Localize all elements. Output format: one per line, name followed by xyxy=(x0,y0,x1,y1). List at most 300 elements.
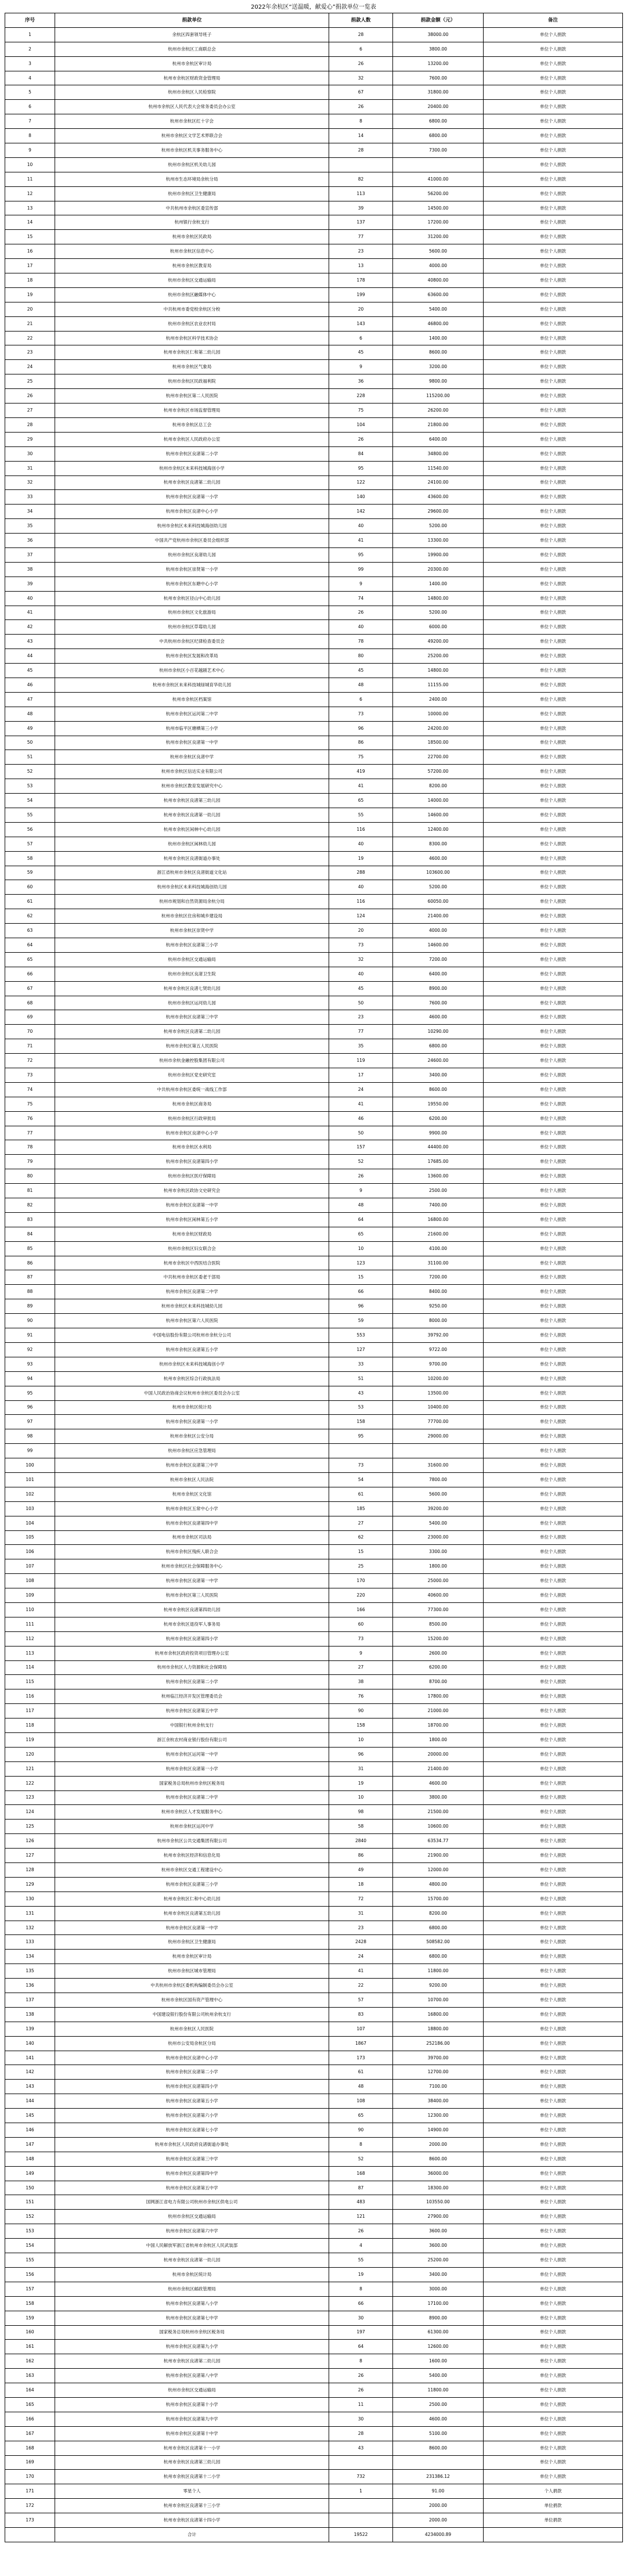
cell-unit: 杭州市余杭区良渚第一中学 xyxy=(55,1198,329,1213)
cell-amount: 4800.00 xyxy=(393,1877,484,1892)
cell-unit: 中共杭州市余杭区委统一战线工作部 xyxy=(55,1082,329,1097)
cell-donors: 45 xyxy=(329,664,393,678)
cell-note: 单位捐款 xyxy=(484,2499,623,2513)
cell-donors: 228 xyxy=(329,389,393,403)
cell-note: 单位个人捐款 xyxy=(484,2195,623,2210)
cell-unit: 杭州市余杭区良渚第二中学 xyxy=(55,1790,329,1805)
cell-note: 单位个人捐款 xyxy=(484,505,623,519)
cell-donors: 158 xyxy=(329,1415,393,1429)
cell-unit: 杭州市余杭区住房和城乡建设局 xyxy=(55,909,329,924)
cell-index: 47 xyxy=(5,692,55,707)
cell-note: 单位个人捐款 xyxy=(484,678,623,692)
cell-index: 11 xyxy=(5,172,55,186)
cell-index: 49 xyxy=(5,721,55,736)
cell-amount: 103550.00 xyxy=(393,2195,484,2210)
cell-amount: 14500.00 xyxy=(393,201,484,215)
cell-index: 120 xyxy=(5,1747,55,1761)
cell-amount: 38000.00 xyxy=(393,27,484,42)
cell-donors: 83 xyxy=(329,2007,393,2022)
cell-donors: 18 xyxy=(329,1877,393,1892)
cell-amount: 5600.00 xyxy=(393,1487,484,1501)
cell-note: 单位个人捐款 xyxy=(484,1111,623,1126)
table-row xyxy=(5,1299,623,1314)
cell-note: 单位个人捐款 xyxy=(484,2007,623,2022)
table-row xyxy=(5,2340,623,2354)
cell-note: 单位个人捐款 xyxy=(484,1082,623,1097)
cell-unit: 杭州市余杭区小百花越剧艺术中心 xyxy=(55,664,329,678)
cell-amount: 10600.00 xyxy=(393,1820,484,1834)
cell-note: 单位个人捐款 xyxy=(484,1270,623,1285)
cell-donors: 123 xyxy=(329,1256,393,1270)
cell-note: 单位个人捐款 xyxy=(484,345,623,360)
cell-unit: 杭州市余杭区运河中学 xyxy=(55,1820,329,1834)
cell-note: 单位个人捐款 xyxy=(484,2253,623,2268)
cell-note: 单位个人捐款 xyxy=(484,2441,623,2455)
cell-note: 单位个人捐款 xyxy=(484,389,623,403)
cell-note: 单位个人捐款 xyxy=(484,2354,623,2369)
cell-index: 163 xyxy=(5,2369,55,2383)
cell-note: 单位个人捐款 xyxy=(484,374,623,389)
cell-donors: 49 xyxy=(329,1863,393,1878)
cell-amount: 29000.00 xyxy=(393,1429,484,1444)
cell-donors: 166 xyxy=(329,1602,393,1617)
cell-unit: 杭州市余杭区良渚第十三小学 xyxy=(55,2499,329,2513)
cell-note: 单位个人捐款 xyxy=(484,71,623,85)
table-row xyxy=(5,2210,623,2224)
cell-unit: 杭州市余杭区气象局 xyxy=(55,360,329,374)
cell-index: 133 xyxy=(5,1935,55,1950)
cell-amount: 11800.00 xyxy=(393,1964,484,1979)
cell-index: 3 xyxy=(5,56,55,71)
cell-amount: 41000.00 xyxy=(393,172,484,186)
cell-note: 单位个人捐款 xyxy=(484,1241,623,1256)
cell-amount: 5200.00 xyxy=(393,606,484,620)
table-row xyxy=(5,938,623,953)
cell-donors: 36 xyxy=(329,374,393,389)
cell-unit: 杭州市余杭区交通运输局 xyxy=(55,273,329,288)
table-row xyxy=(5,1285,623,1299)
document-title: 2022年余杭区“送温暖，献爱心”捐款单位一览表 xyxy=(251,4,376,10)
cell-amount: 6200.00 xyxy=(393,1660,484,1675)
cell-unit: 中共杭州市余杭区纪律检查委员会 xyxy=(55,635,329,649)
table-row xyxy=(5,1155,623,1169)
cell-donors: 39 xyxy=(329,201,393,215)
cell-amount xyxy=(393,2455,484,2470)
cell-unit: 杭州市余杭区未来科技城幼儿园 xyxy=(55,1299,329,1314)
cell-index: 44 xyxy=(5,649,55,664)
cell-note: 单位个人捐款 xyxy=(484,2123,623,2138)
table-row xyxy=(5,345,623,360)
cell-unit: 杭州市余杭区文化馆 xyxy=(55,1487,329,1501)
cell-index: 79 xyxy=(5,1155,55,1169)
cell-amount: 14900.00 xyxy=(393,2123,484,2138)
cell-index: 97 xyxy=(5,1415,55,1429)
cell-amount: 39200.00 xyxy=(393,1501,484,1516)
cell-index: 147 xyxy=(5,2137,55,2152)
cell-unit: 杭州市规划和自然资源局余杭分局 xyxy=(55,895,329,909)
cell-index: 73 xyxy=(5,1068,55,1083)
cell-donors: 65 xyxy=(329,794,393,808)
cell-index: 14 xyxy=(5,215,55,230)
cell-note: 单位个人捐款 xyxy=(484,2369,623,2383)
cell-donors: 116 xyxy=(329,822,393,837)
cell-unit: 杭州市余杭区文学艺术界联合会 xyxy=(55,129,329,143)
table-row xyxy=(5,2412,623,2426)
cell-unit: 杭州市余杭区综合行政执法局 xyxy=(55,1371,329,1386)
cell-amount: 508582.00 xyxy=(393,1935,484,1950)
cell-note: 单位个人捐款 xyxy=(484,924,623,938)
cell-donors: 67 xyxy=(329,85,393,100)
cell-amount: 1400.00 xyxy=(393,331,484,345)
cell-index: 139 xyxy=(5,2022,55,2036)
table-row xyxy=(5,2051,623,2065)
cell-index: 96 xyxy=(5,1400,55,1415)
cell-amount: 18700.00 xyxy=(393,1718,484,1733)
cell-note: 单位个人捐款 xyxy=(484,1747,623,1761)
cell-donors: 15 xyxy=(329,1270,393,1285)
cell-note: 单位个人捐款 xyxy=(484,1849,623,1863)
table-row xyxy=(5,1776,623,1790)
table-row xyxy=(5,273,623,288)
cell-donors: 48 xyxy=(329,678,393,692)
table-row xyxy=(5,2224,623,2239)
cell-donors: 26 xyxy=(329,2224,393,2239)
cell-amount: 16800.00 xyxy=(393,1212,484,1227)
cell-index: 54 xyxy=(5,794,55,808)
cell-amount: 13300.00 xyxy=(393,534,484,548)
cell-unit: 杭州市余杭区良渚第七小学 xyxy=(55,2123,329,2138)
cell-donors: 220 xyxy=(329,1588,393,1603)
cell-note: 单位个人捐款 xyxy=(484,1068,623,1083)
cell-donors: 137 xyxy=(329,215,393,230)
cell-amount: 7300.00 xyxy=(393,143,484,158)
cell-donors: 77 xyxy=(329,1025,393,1039)
cell-donors: 40 xyxy=(329,519,393,534)
cell-donors: 732 xyxy=(329,2470,393,2484)
cell-donors: 66 xyxy=(329,1285,393,1299)
cell-index: 106 xyxy=(5,1545,55,1559)
cell-amount: 3800.00 xyxy=(393,42,484,56)
cell-index: 141 xyxy=(5,2051,55,2065)
cell-amount: 4000.00 xyxy=(393,259,484,273)
cell-unit: 杭州市余杭区审计局 xyxy=(55,56,329,71)
cell-donors: 19 xyxy=(329,1776,393,1790)
cell-amount: 8600.00 xyxy=(393,2441,484,2455)
cell-note: 单位个人捐款 xyxy=(484,1342,623,1357)
cell-amount: 8000.00 xyxy=(393,1314,484,1328)
cell-amount: 21500.00 xyxy=(393,1805,484,1820)
cell-note: 单位个人捐款 xyxy=(484,2065,623,2080)
table-row xyxy=(5,678,623,692)
cell-note: 单位个人捐款 xyxy=(484,1776,623,1790)
cell-donors: 50 xyxy=(329,996,393,1010)
cell-index: 119 xyxy=(5,1732,55,1747)
cell-unit: 杭州市余杭区人民政府良渚街道办事处 xyxy=(55,2137,329,2152)
table-row xyxy=(5,2383,623,2398)
cell-donors: 6 xyxy=(329,331,393,345)
cell-amount: 20400.00 xyxy=(393,100,484,114)
cell-unit: 杭州市余杭区良渚第三小学 xyxy=(55,938,329,953)
table-row xyxy=(5,201,623,215)
table-row xyxy=(5,2022,623,2036)
cell-unit: 杭州市余杭区未来科技城海创小学 xyxy=(55,461,329,475)
cell-index: 168 xyxy=(5,2441,55,2455)
cell-unit: 杭州市余杭区邮政管理局 xyxy=(55,2282,329,2296)
cell-donors: 86 xyxy=(329,736,393,750)
cell-amount: 23000.00 xyxy=(393,1530,484,1545)
cell-note: 单位个人捐款 xyxy=(484,1328,623,1343)
cell-donors: 30 xyxy=(329,2311,393,2325)
cell-amount: 49200.00 xyxy=(393,635,484,649)
cell-unit: 杭州市余杭区信息中心 xyxy=(55,244,329,259)
table-row xyxy=(5,952,623,967)
table-row xyxy=(5,2065,623,2080)
cell-note: 单位个人捐款 xyxy=(484,85,623,100)
cell-unit: 杭州市余杭区良渚第二幼儿园 xyxy=(55,475,329,490)
table-row xyxy=(5,534,623,548)
table-row xyxy=(5,1863,623,1878)
cell-index: 53 xyxy=(5,779,55,794)
cell-amount: 36000.00 xyxy=(393,2166,484,2181)
table-row xyxy=(5,837,623,851)
cell-amount: 24100.00 xyxy=(393,475,484,490)
cell-donors: 26 xyxy=(329,432,393,446)
cell-amount: 11800.00 xyxy=(393,2383,484,2398)
cell-note: 单位个人捐款 xyxy=(484,794,623,808)
cell-index: 108 xyxy=(5,1574,55,1588)
cell-note: 单位个人捐款 xyxy=(484,2022,623,2036)
cell-index: 46 xyxy=(5,678,55,692)
cell-index: 12 xyxy=(5,186,55,201)
cell-unit: 杭州市余杭区机关幼儿园 xyxy=(55,157,329,172)
cell-amount: 6400.00 xyxy=(393,967,484,981)
table-row xyxy=(5,1386,623,1400)
cell-unit: 杭州市余杭区良渚第八中学 xyxy=(55,2369,329,2383)
cell-index: 171 xyxy=(5,2484,55,2499)
cell-index: 89 xyxy=(5,1299,55,1314)
cell-unit: 杭州市余杭区市场监督管理局 xyxy=(55,403,329,418)
cell-amount: 16800.00 xyxy=(393,2007,484,2022)
table-row xyxy=(5,721,623,736)
cell-index: 23 xyxy=(5,345,55,360)
cell-unit: 杭州市余杭区未来科技城绿城育华幼儿园 xyxy=(55,678,329,692)
cell-note: 单位个人捐款 xyxy=(484,547,623,562)
cell-amount: 5400.00 xyxy=(393,1516,484,1530)
cell-donors: 45 xyxy=(329,345,393,360)
cell-amount: 2000.00 xyxy=(393,2513,484,2528)
cell-index: 16 xyxy=(5,244,55,259)
cell-amount: 6400.00 xyxy=(393,432,484,446)
cell-index: 158 xyxy=(5,2296,55,2311)
cell-index: 102 xyxy=(5,1487,55,1501)
cell-unit: 杭州市余杭区工商联总会 xyxy=(55,42,329,56)
cell-index: 41 xyxy=(5,606,55,620)
table-row xyxy=(5,1617,623,1631)
cell-amount: 3600.00 xyxy=(393,2224,484,2239)
cell-note: 单位个人捐款 xyxy=(484,2166,623,2181)
cell-unit: 杭州市余杭区第五人民医院 xyxy=(55,1039,329,1054)
cell-unit: 杭州市余杭区中西医结合医院 xyxy=(55,1256,329,1270)
cell-note: 单位个人捐款 xyxy=(484,1314,623,1328)
cell-note: 单位个人捐款 xyxy=(484,808,623,822)
cell-index: 39 xyxy=(5,577,55,591)
cell-unit: 杭州市余杭区财政资金管理局 xyxy=(55,71,329,85)
cell-amount: 3800.00 xyxy=(393,1790,484,1805)
table-row xyxy=(5,1906,623,1921)
cell-unit: 杭州市余杭区退役军人事务局 xyxy=(55,1617,329,1631)
cell-donors: 96 xyxy=(329,1747,393,1761)
cell-note: 单位个人捐款 xyxy=(484,157,623,172)
cell-unit: 杭州市余杭区五常中心小学 xyxy=(55,1501,329,1516)
cell-index: 151 xyxy=(5,2195,55,2210)
cell-unit: 杭州市余杭区良渚中心小学 xyxy=(55,505,329,519)
cell-index: 99 xyxy=(5,1444,55,1458)
cell-index: 82 xyxy=(5,1198,55,1213)
cell-note: 单位个人捐款 xyxy=(484,1025,623,1039)
cell-note: 单位个人捐款 xyxy=(484,1704,623,1718)
cell-unit: 杭州市余杭区教育发展研究中心 xyxy=(55,779,329,794)
cell-index: 92 xyxy=(5,1342,55,1357)
cell-note: 单位个人捐款 xyxy=(484,2296,623,2311)
table-row xyxy=(5,1834,623,1849)
cell-unit: 杭州市余杭区民政福利院 xyxy=(55,374,329,389)
table-row xyxy=(5,2311,623,2325)
cell-amount: 5100.00 xyxy=(393,2426,484,2441)
cell-amount: 9250.00 xyxy=(393,1299,484,1314)
cell-index: 2 xyxy=(5,42,55,56)
cell-amount: 231386.12 xyxy=(393,2470,484,2484)
cell-donors: 1 xyxy=(329,2484,393,2499)
cell-donors: 8 xyxy=(329,2354,393,2369)
cell-amount: 10000.00 xyxy=(393,707,484,721)
cell-donors: 32 xyxy=(329,71,393,85)
cell-unit: 杭州市余杭区发展和改革局 xyxy=(55,649,329,664)
cell-donors: 26 xyxy=(329,2383,393,2398)
cell-unit: 杭州银行余杭支行 xyxy=(55,215,329,230)
cell-donors: 75 xyxy=(329,750,393,765)
cell-unit: 杭州市余杭区径山中心幼儿园 xyxy=(55,591,329,606)
table-row xyxy=(5,1979,623,1993)
table-row xyxy=(5,1357,623,1371)
table-row xyxy=(5,1574,623,1588)
cell-donors: 14 xyxy=(329,129,393,143)
cell-index: 87 xyxy=(5,1270,55,1285)
cell-donors: 87 xyxy=(329,2181,393,2195)
cell-amount: 21800.00 xyxy=(393,417,484,432)
cell-note: 单位个人捐款 xyxy=(484,620,623,635)
cell-note: 单位个人捐款 xyxy=(484,967,623,981)
cell-amount: 31100.00 xyxy=(393,1256,484,1270)
cell-amount: 25000.00 xyxy=(393,1574,484,1588)
table-row xyxy=(5,981,623,996)
table-row xyxy=(5,822,623,837)
cell-amount: 17100.00 xyxy=(393,2296,484,2311)
cell-unit: 杭州市余杭区第六人民医院 xyxy=(55,1314,329,1328)
cell-donors: 58 xyxy=(329,1820,393,1834)
table-row xyxy=(5,114,623,129)
cell-unit: 杭州市余杭区人民法院 xyxy=(55,1472,329,1487)
cell-index: 34 xyxy=(5,505,55,519)
cell-index: 8 xyxy=(5,129,55,143)
cell-unit: 杭州市余杭区良渚第二幼儿园 xyxy=(55,2354,329,2369)
cell-donors: 23 xyxy=(329,1010,393,1025)
cell-note: 单位个人捐款 xyxy=(484,461,623,475)
table-row xyxy=(5,1111,623,1126)
cell-note: 单位个人捐款 xyxy=(484,2036,623,2051)
cell-index: 156 xyxy=(5,2267,55,2282)
cell-amount: 14600.00 xyxy=(393,808,484,822)
table-row xyxy=(5,1342,623,1357)
cell-unit: 杭州市余杭区良渚第四小学 xyxy=(55,1631,329,1646)
cell-note: 单位个人捐款 xyxy=(484,895,623,909)
table-row xyxy=(5,461,623,475)
cell-donors: 57 xyxy=(329,1993,393,2008)
cell-note: 单位个人捐款 xyxy=(484,1516,623,1530)
cell-index: 67 xyxy=(5,981,55,996)
cell-unit: 中国银行杭州余杭支行 xyxy=(55,1718,329,1733)
table-row xyxy=(5,967,623,981)
cell-amount: 3200.00 xyxy=(393,360,484,374)
cell-note: 单位个人捐款 xyxy=(484,360,623,374)
cell-note: 单位个人捐款 xyxy=(484,2426,623,2441)
cell-note: 单位个人捐款 xyxy=(484,186,623,201)
cell-unit: 杭州市余杭区良渚第五幼儿园 xyxy=(55,1906,329,1921)
cell-unit: 中共杭州市余杭区委机构编制委员会办公室 xyxy=(55,1979,329,1993)
cell-note: 单位个人捐款 xyxy=(484,765,623,779)
cell-note: 单位个人捐款 xyxy=(484,1285,623,1299)
cell-note: 单位个人捐款 xyxy=(484,664,623,678)
cell-note: 单位个人捐款 xyxy=(484,273,623,288)
cell-donors: 122 xyxy=(329,475,393,490)
table-row xyxy=(5,2137,623,2152)
cell-donors xyxy=(329,1444,393,1458)
cell-index: 121 xyxy=(5,1761,55,1776)
table-row xyxy=(5,1660,623,1675)
cell-donors: 48 xyxy=(329,2080,393,2094)
cell-donors: 43 xyxy=(329,2441,393,2455)
cell-index: 160 xyxy=(5,2325,55,2340)
cell-unit: 杭州市余杭区交通运输局 xyxy=(55,952,329,967)
table-row xyxy=(5,2441,623,2455)
header-unit: 捐款单位 xyxy=(55,13,329,28)
cell-amount: 10200.00 xyxy=(393,1371,484,1386)
table-row xyxy=(5,1877,623,1892)
cell-amount: 8200.00 xyxy=(393,779,484,794)
cell-donors: 27 xyxy=(329,1660,393,1675)
cell-unit: 杭州市余杭区良渚卫生院 xyxy=(55,967,329,981)
cell-index: 60 xyxy=(5,880,55,895)
cell-unit: 中国共产党杭州市余杭区委员会组织部 xyxy=(55,534,329,548)
table-row xyxy=(5,1849,623,1863)
cell-index: 26 xyxy=(5,389,55,403)
table-row xyxy=(5,1415,623,1429)
cell-unit: 杭州临江经济开发区管理委员会 xyxy=(55,1689,329,1704)
cell-donors: 28 xyxy=(329,143,393,158)
cell-unit: 杭州市余杭区良渚第六中学 xyxy=(55,2224,329,2239)
cell-index: 166 xyxy=(5,2412,55,2426)
cell-amount: 2000.00 xyxy=(393,2137,484,2152)
cell-amount: 21400.00 xyxy=(393,1761,484,1776)
cell-donors: 28 xyxy=(329,27,393,42)
table-row xyxy=(5,1892,623,1906)
cell-index: 10 xyxy=(5,157,55,172)
table-row xyxy=(5,562,623,577)
cell-donors: 9 xyxy=(329,1184,393,1198)
cell-index: 107 xyxy=(5,1559,55,1574)
cell-unit: 杭州市余杭区良渚第二小学 xyxy=(55,446,329,461)
table-row xyxy=(5,1097,623,1111)
table-row xyxy=(5,2484,623,2499)
